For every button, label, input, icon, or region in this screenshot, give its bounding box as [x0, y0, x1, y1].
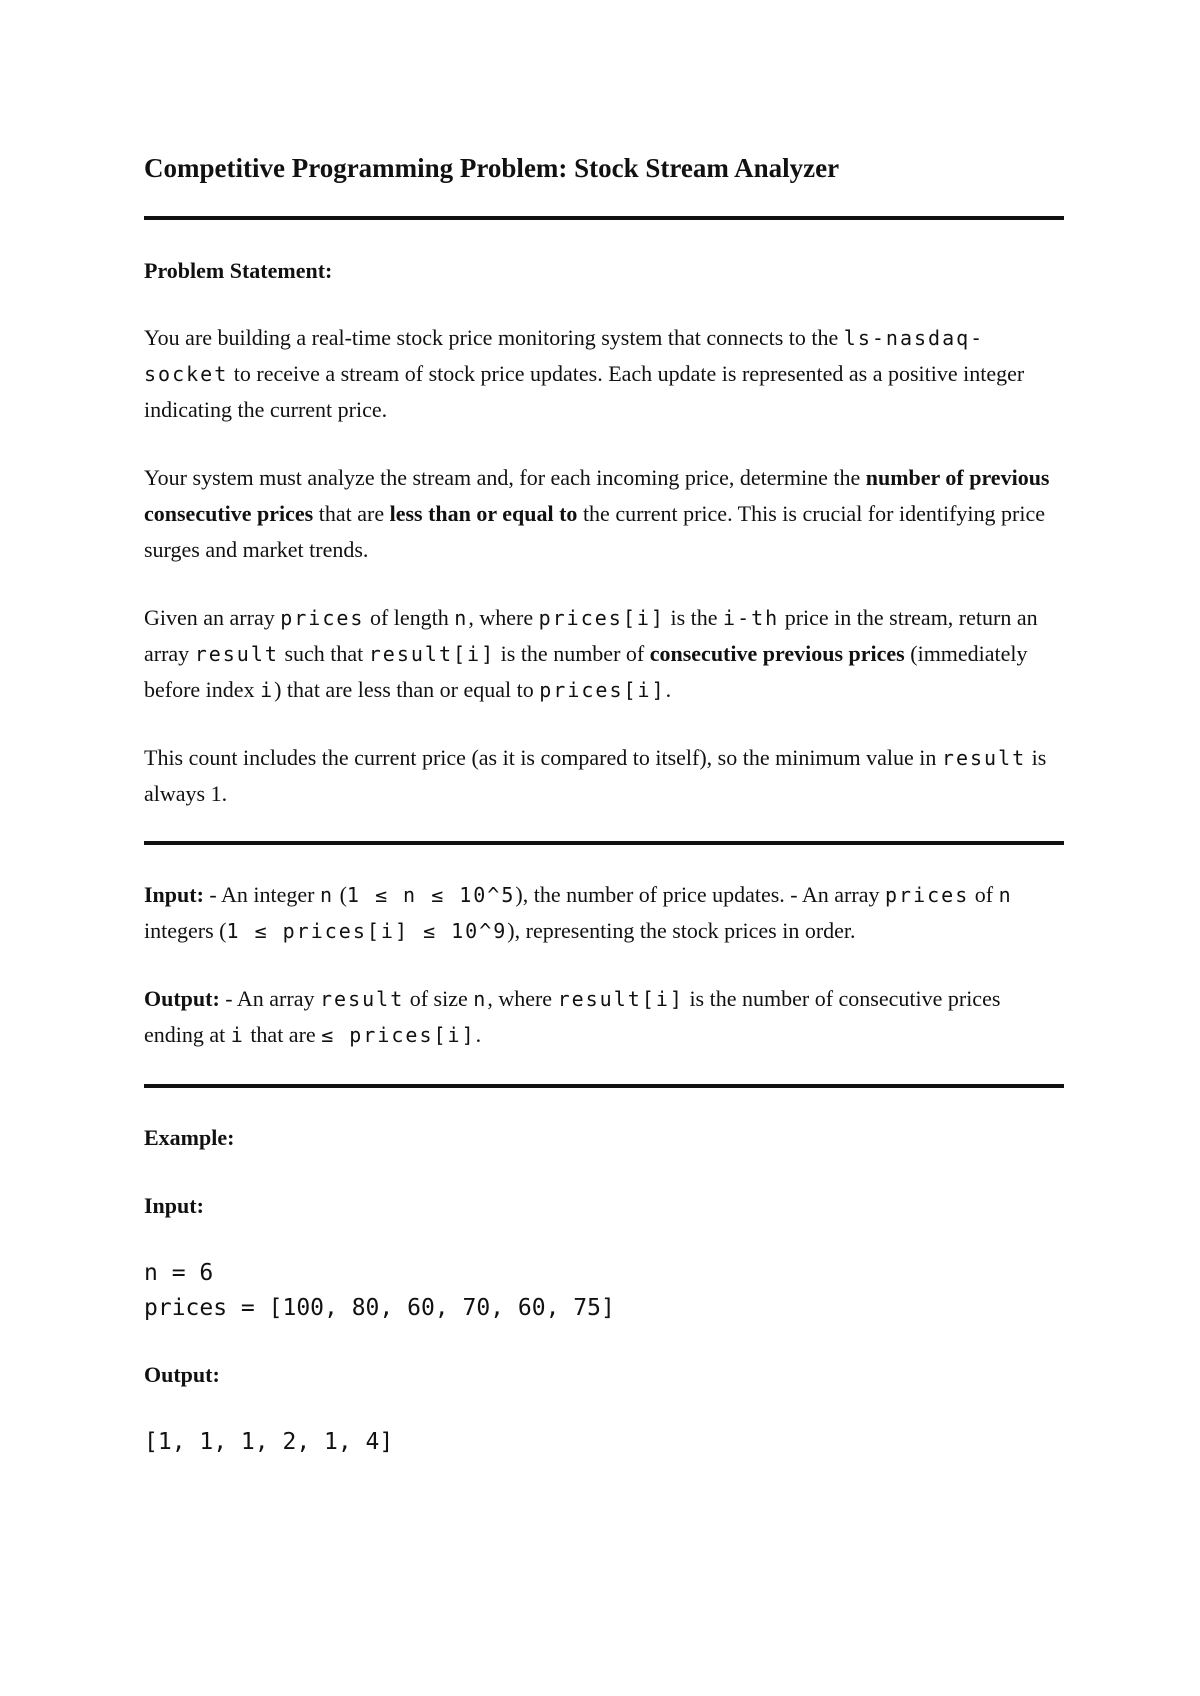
divider — [144, 216, 1064, 220]
inline-code: n — [320, 883, 335, 907]
text-run: Your system must analyze the stream and, for each incoming price, determine the — [144, 465, 866, 490]
example-input-code-line: n = 6 — [144, 1260, 214, 1286]
statement-paragraph-3 — [144, 600, 1064, 708]
inline-code: prices — [280, 606, 365, 630]
text-run: ( — [334, 882, 347, 907]
bold-text: number of previous consecutive prices — [144, 465, 1050, 526]
inline-code: result[i] — [557, 987, 684, 1011]
text-run: , where — [468, 605, 539, 630]
inline-code: result — [194, 642, 279, 666]
example-input-code-line: prices = [100, 80, 60, 70, 60, 75] — [144, 1295, 615, 1321]
page-title: Competitive Programming Problem: Stock Stream Analyzer — [144, 153, 840, 183]
text-run: is always 1. — [144, 745, 1047, 806]
inline-code: ≤ prices[i] — [321, 1023, 476, 1047]
input-label: Input: — [144, 882, 204, 907]
text-run: ), the number of price updates. - An array — [515, 882, 885, 907]
text-run: (immediately before index — [144, 641, 1028, 702]
text-run: - An array — [219, 986, 320, 1011]
example-output-code-line: [1, 1, 1, 2, 1, 4] — [144, 1429, 394, 1455]
inline-code: i — [230, 1023, 245, 1047]
text-run: that are — [244, 1022, 322, 1047]
inline-code: i — [260, 678, 275, 702]
inline-code: prices — [884, 883, 970, 907]
problem-statement-heading: Problem Statement: — [144, 258, 333, 283]
inline-code: prices[i] — [539, 678, 666, 702]
text-run: is the number of consecutive prices ending at — [144, 986, 1001, 1047]
inline-code: prices[i] — [538, 606, 665, 630]
example-heading: Example: — [144, 1125, 235, 1150]
input-spec — [144, 877, 1064, 949]
inline-code: result[i] — [368, 642, 496, 666]
inline-code: n — [473, 987, 488, 1011]
inline-code: ls-nasdaq-socket — [144, 326, 985, 386]
text-run: ), representing the stock prices in order. — [507, 918, 856, 943]
text-run: . — [665, 677, 672, 702]
statement-paragraph-4 — [144, 740, 1064, 812]
text-run: of length — [364, 605, 455, 630]
text-run: that are — [313, 501, 390, 526]
inline-code: n — [454, 606, 469, 630]
output-spec — [144, 981, 1064, 1053]
inline-code: i-th — [723, 606, 780, 630]
inline-code: n — [998, 883, 1013, 907]
text-run: - An integer — [203, 882, 321, 907]
divider — [144, 841, 1064, 845]
bold-text: less than or equal to — [389, 501, 578, 526]
text-run: You are building a real-time stock price monitoring system that connects to the — [144, 325, 844, 350]
text-run: of size — [404, 986, 474, 1011]
text-run: Given an array — [144, 605, 281, 630]
text-run: of — [969, 882, 999, 907]
text-run: such that — [278, 641, 369, 666]
text-run: This count includes the current price (as it is compared to itself), so the minimum value in — [144, 745, 942, 770]
inline-code: result — [941, 746, 1027, 770]
text-run: integers ( — [144, 918, 227, 943]
text-run: the current price. This is crucial for identifying price surges and market trends. — [144, 501, 1045, 562]
statement-paragraph-2 — [144, 460, 1064, 568]
divider — [144, 1084, 1064, 1088]
text-run: is the number of — [495, 641, 650, 666]
bold-text: consecutive previous prices — [649, 641, 905, 666]
text-run: to receive a stream of stock price updates. Each update is represented as a positive integer indicating the current price. — [144, 361, 1025, 422]
text-run: , where — [487, 986, 558, 1011]
text-run: price in the stream, return an array — [144, 605, 1038, 666]
text-run: is the — [664, 605, 724, 630]
text-run: ) that are less than or equal to — [274, 677, 540, 702]
inline-code: 1 ≤ prices[i] ≤ 10^9 — [226, 919, 508, 943]
statement-paragraph-1 — [144, 320, 1064, 428]
text-run: . — [475, 1022, 482, 1047]
example-output-label: Output: — [144, 1362, 220, 1387]
example-input-label: Input: — [144, 1193, 204, 1218]
inline-code: 1 ≤ n ≤ 10^5 — [346, 883, 516, 907]
inline-code: result — [319, 987, 405, 1011]
output-label: Output: — [144, 986, 220, 1011]
